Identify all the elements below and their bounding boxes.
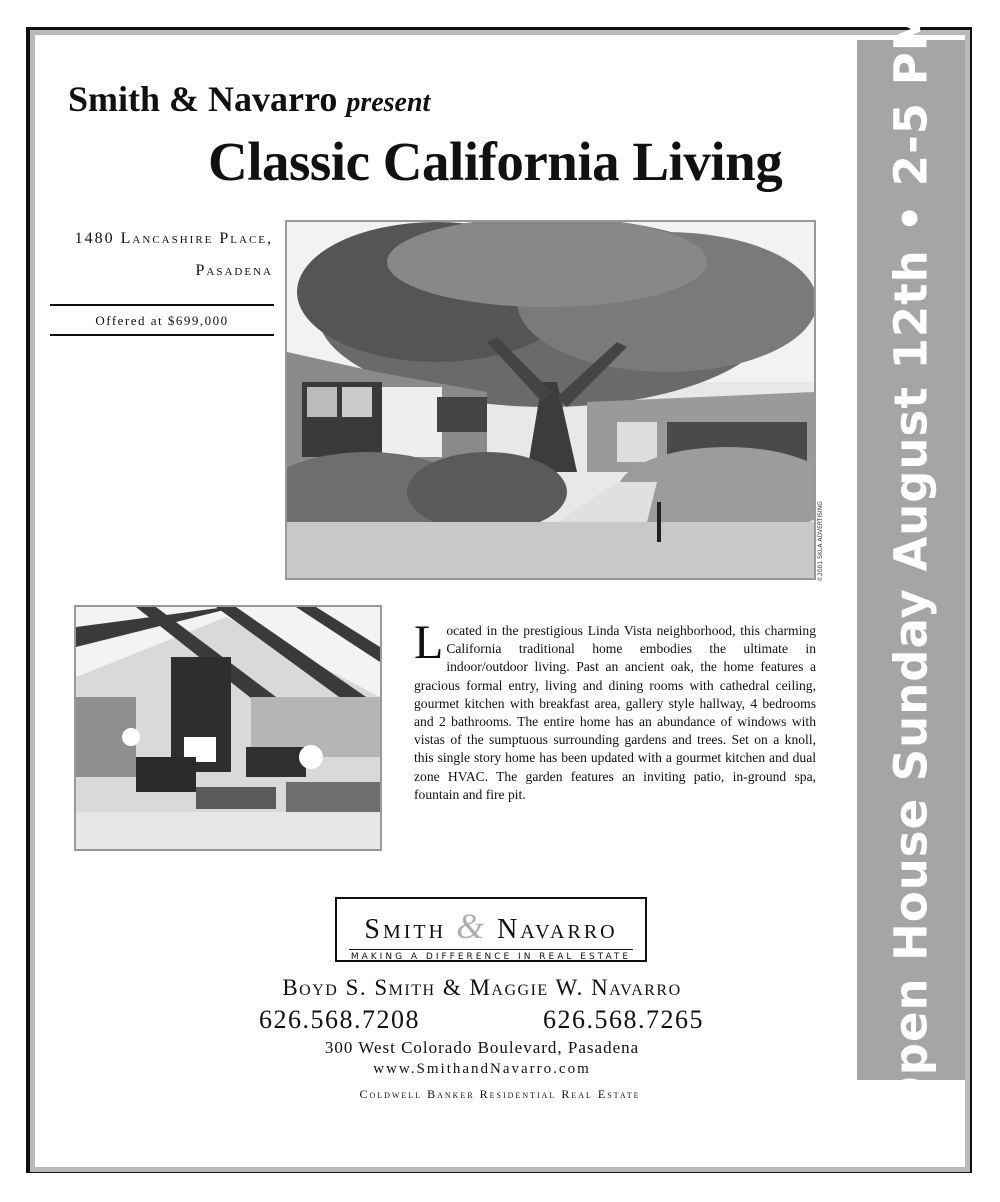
description-body: ocated in the prestigious Linda Vista neighborhood, this charming California traditional home embodies the ultimate in indoor/outdoor living. Past an ancient oak, the home features a gracious formal entry, living and dining rooms with cathedral ceiling, gourmet kitchen with breakfast area, gallery style hallway, 4 bedrooms and 2 bathrooms. The entire home has an abundance of windows with vistas of the sumptuous surrounding gardens and trees. Set on a knoll, this single story home has been updated with a gourmet kitchen and dual zone HVAC. The garden features an inviting patio, in-ground spa, fountain and fire pit. xyxy=(414,623,816,802)
present-word: present xyxy=(346,87,431,118)
exterior-photo-image xyxy=(287,222,814,578)
company-logo xyxy=(335,897,647,962)
headline: Classic California Living xyxy=(208,131,783,192)
agent-names: Boyd S. Smith & Maggie W. Navarro xyxy=(282,975,682,1000)
address-line-2: Pasadena xyxy=(195,262,273,279)
logo-name-left: Smith xyxy=(364,914,447,945)
phone-navarro: 626.568.7265 xyxy=(543,1005,704,1034)
interior-photo xyxy=(74,605,382,851)
logo-wordmark xyxy=(337,905,645,947)
logo-tagline: MAKING A DIFFERENCE IN REAL ESTATE xyxy=(349,949,633,962)
interior-photo-image xyxy=(76,607,380,849)
brokerage-name: Coldwell Banker Residential Real Estate xyxy=(359,1087,641,1101)
exterior-photo xyxy=(285,220,816,580)
logo-ampersand: & xyxy=(456,906,488,946)
open-house-text: Open House Sunday August 12th • 2-5 PM xyxy=(884,5,938,1115)
description-dropcap: L xyxy=(414,616,444,669)
logo-name-right: Navarro xyxy=(497,914,618,945)
phone-smith: 626.568.7208 xyxy=(259,1005,420,1034)
website: www.SmithandNavarro.com xyxy=(373,1061,591,1077)
presenters-name: Smith & Navarro xyxy=(68,79,338,119)
presenters-line xyxy=(68,78,430,120)
address-line-1: 1480 Lancashire Place, xyxy=(74,230,273,247)
photo-credit: ©2001 SKLA ADVERTISING xyxy=(817,501,824,582)
description xyxy=(414,616,816,804)
office-address: 300 West Colorado Boulevard, Pasadena xyxy=(324,1038,640,1057)
price-box: Offered at $699,000 xyxy=(50,304,274,336)
